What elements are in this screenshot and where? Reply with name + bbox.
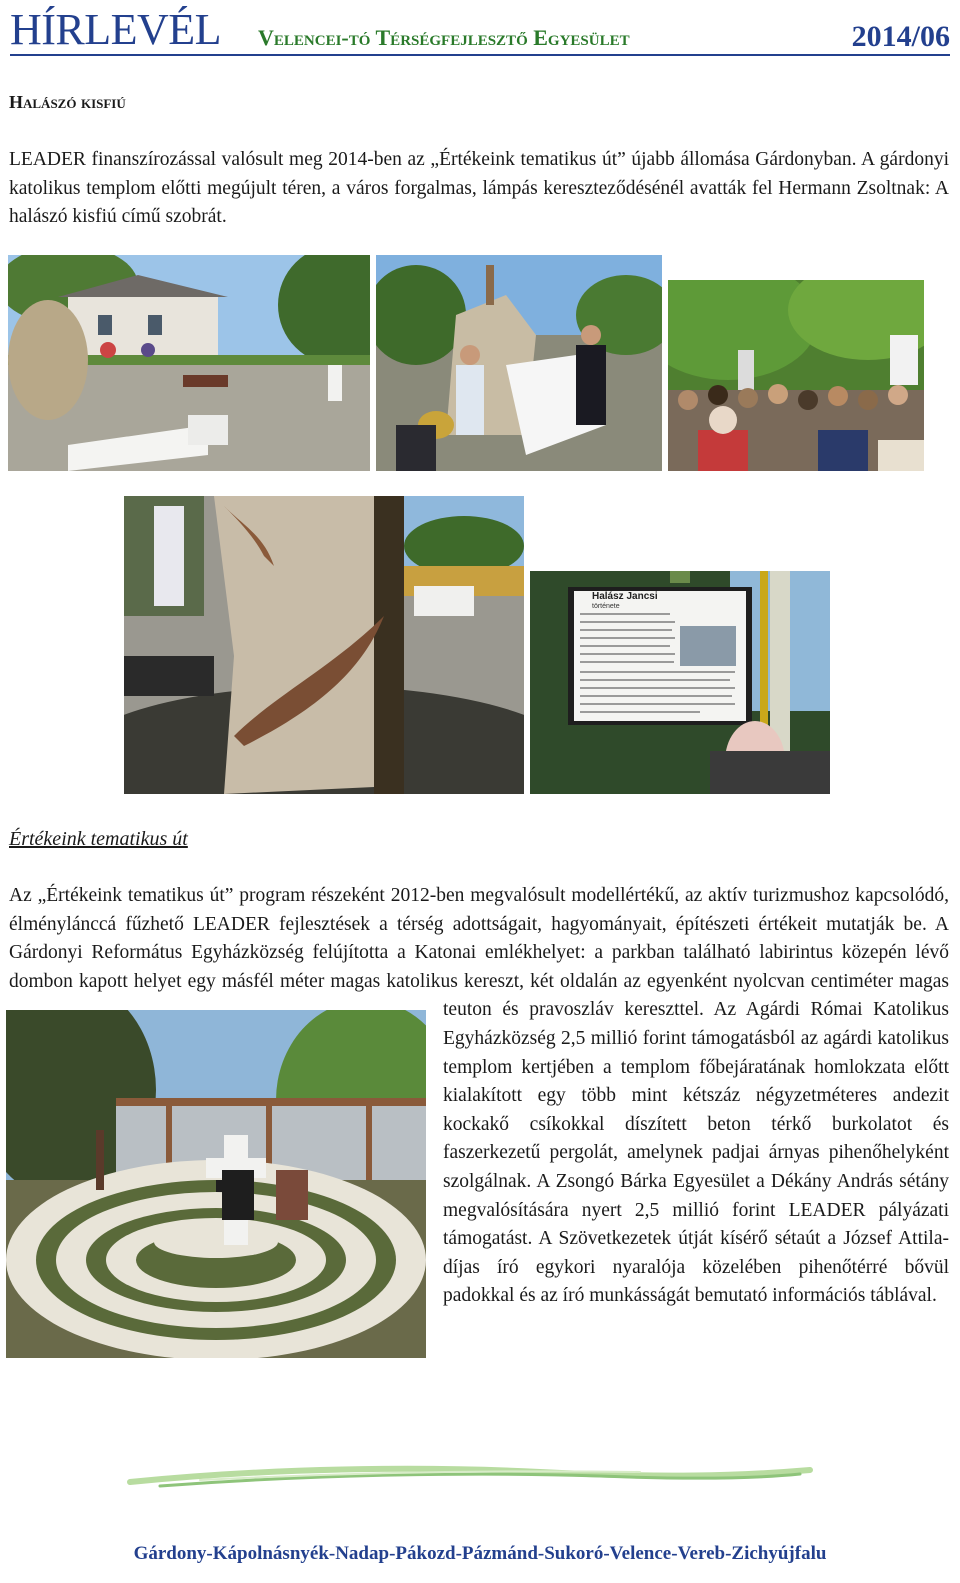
newsletter-header bbox=[10, 4, 950, 56]
photo-statue-unveiling bbox=[376, 255, 662, 471]
photo-crowd bbox=[668, 280, 924, 471]
footer-municipalities: Gárdony-Kápolnásnyék-Nadap-Pákozd-Pázmánd-Sukoró-Velence-Vereb-Zichyújfalu bbox=[133, 1543, 827, 1564]
header-underline bbox=[10, 54, 950, 56]
photo-stone-bronze-fish bbox=[124, 496, 524, 794]
photo-information-sign bbox=[530, 571, 830, 794]
article-intro-paragraph: LEADER finanszírozással valósult meg 2014-ben az „Értékeink tematikus út” újabb állomása Gárdonyban. A gárdonyi katolikus templom előtti megújult téren, a város forgalmas, lámpás kereszteződésénél avatták fel Hermann Zsoltnak: A halászó kisfiú című szobrát. bbox=[9, 149, 949, 228]
association-name: Velencei-tó Térségfejlesztő Egyesület bbox=[258, 25, 630, 50]
sign-subtitle: története bbox=[592, 603, 620, 610]
photo-labyrinth-crosses bbox=[6, 1010, 426, 1358]
photo-statue-square bbox=[8, 255, 370, 471]
sign-title: Halász Jancsi bbox=[592, 591, 658, 602]
decorative-divider bbox=[120, 1462, 820, 1496]
article-title-halaszo-kisfiu: Halászó kisfiú bbox=[9, 92, 126, 112]
issue-number: 2014/06 bbox=[851, 20, 950, 53]
newsletter-title: HÍRLEVÉL bbox=[10, 5, 222, 54]
article-title-ertekeink-tematikus-ut: Értékeink tematikus út bbox=[9, 828, 188, 850]
article-body-paragraph: Az „Értékeink tematikus út” program részeként 2012-ben megvalósult modellértékű, az aktív turizmushoz kapcsolódó, élménylánccá fűzhető LEADER fejlesztések a térség adottságait, hagyományait, építészeti értékeit mutatják be. A Gárdonyi Református Egyházközség felújította a Katonai emlékhelyet: a parkban található labirintus közepén lévő dombon kapott helyet egy másfél méter magas katolikus kereszt, két oldalán az egyenként nyolcvan centiméter magas teuton és pravoszláv kereszttel. Az Agárdi Római Katolikus Egyházközség 2,5 millió forint támogatásból az agárdi katolikus templom kertjében a templom főbejáratának homlokzata előtt kialakított egy több mint kétszáz négyzetméteres andezit kockakő csíkokkal díszített beton térkő burkolatot és faszerkezetű pergolát, amelynek padjai árnyas pihenőhelyként szolgálnak. A Zsongó Bárka Egyesület a Dékány András sétány megvalósítására nyert 2,5 millió forint LEADER pályázati támogatást. A Szövetkezetek útját kísérő sétaút a József Attila-díjas író egykori nyaralója közelében pihenőtérré bővül padokkal és az író munkásságát bemutató információs táblával. bbox=[9, 885, 949, 1307]
